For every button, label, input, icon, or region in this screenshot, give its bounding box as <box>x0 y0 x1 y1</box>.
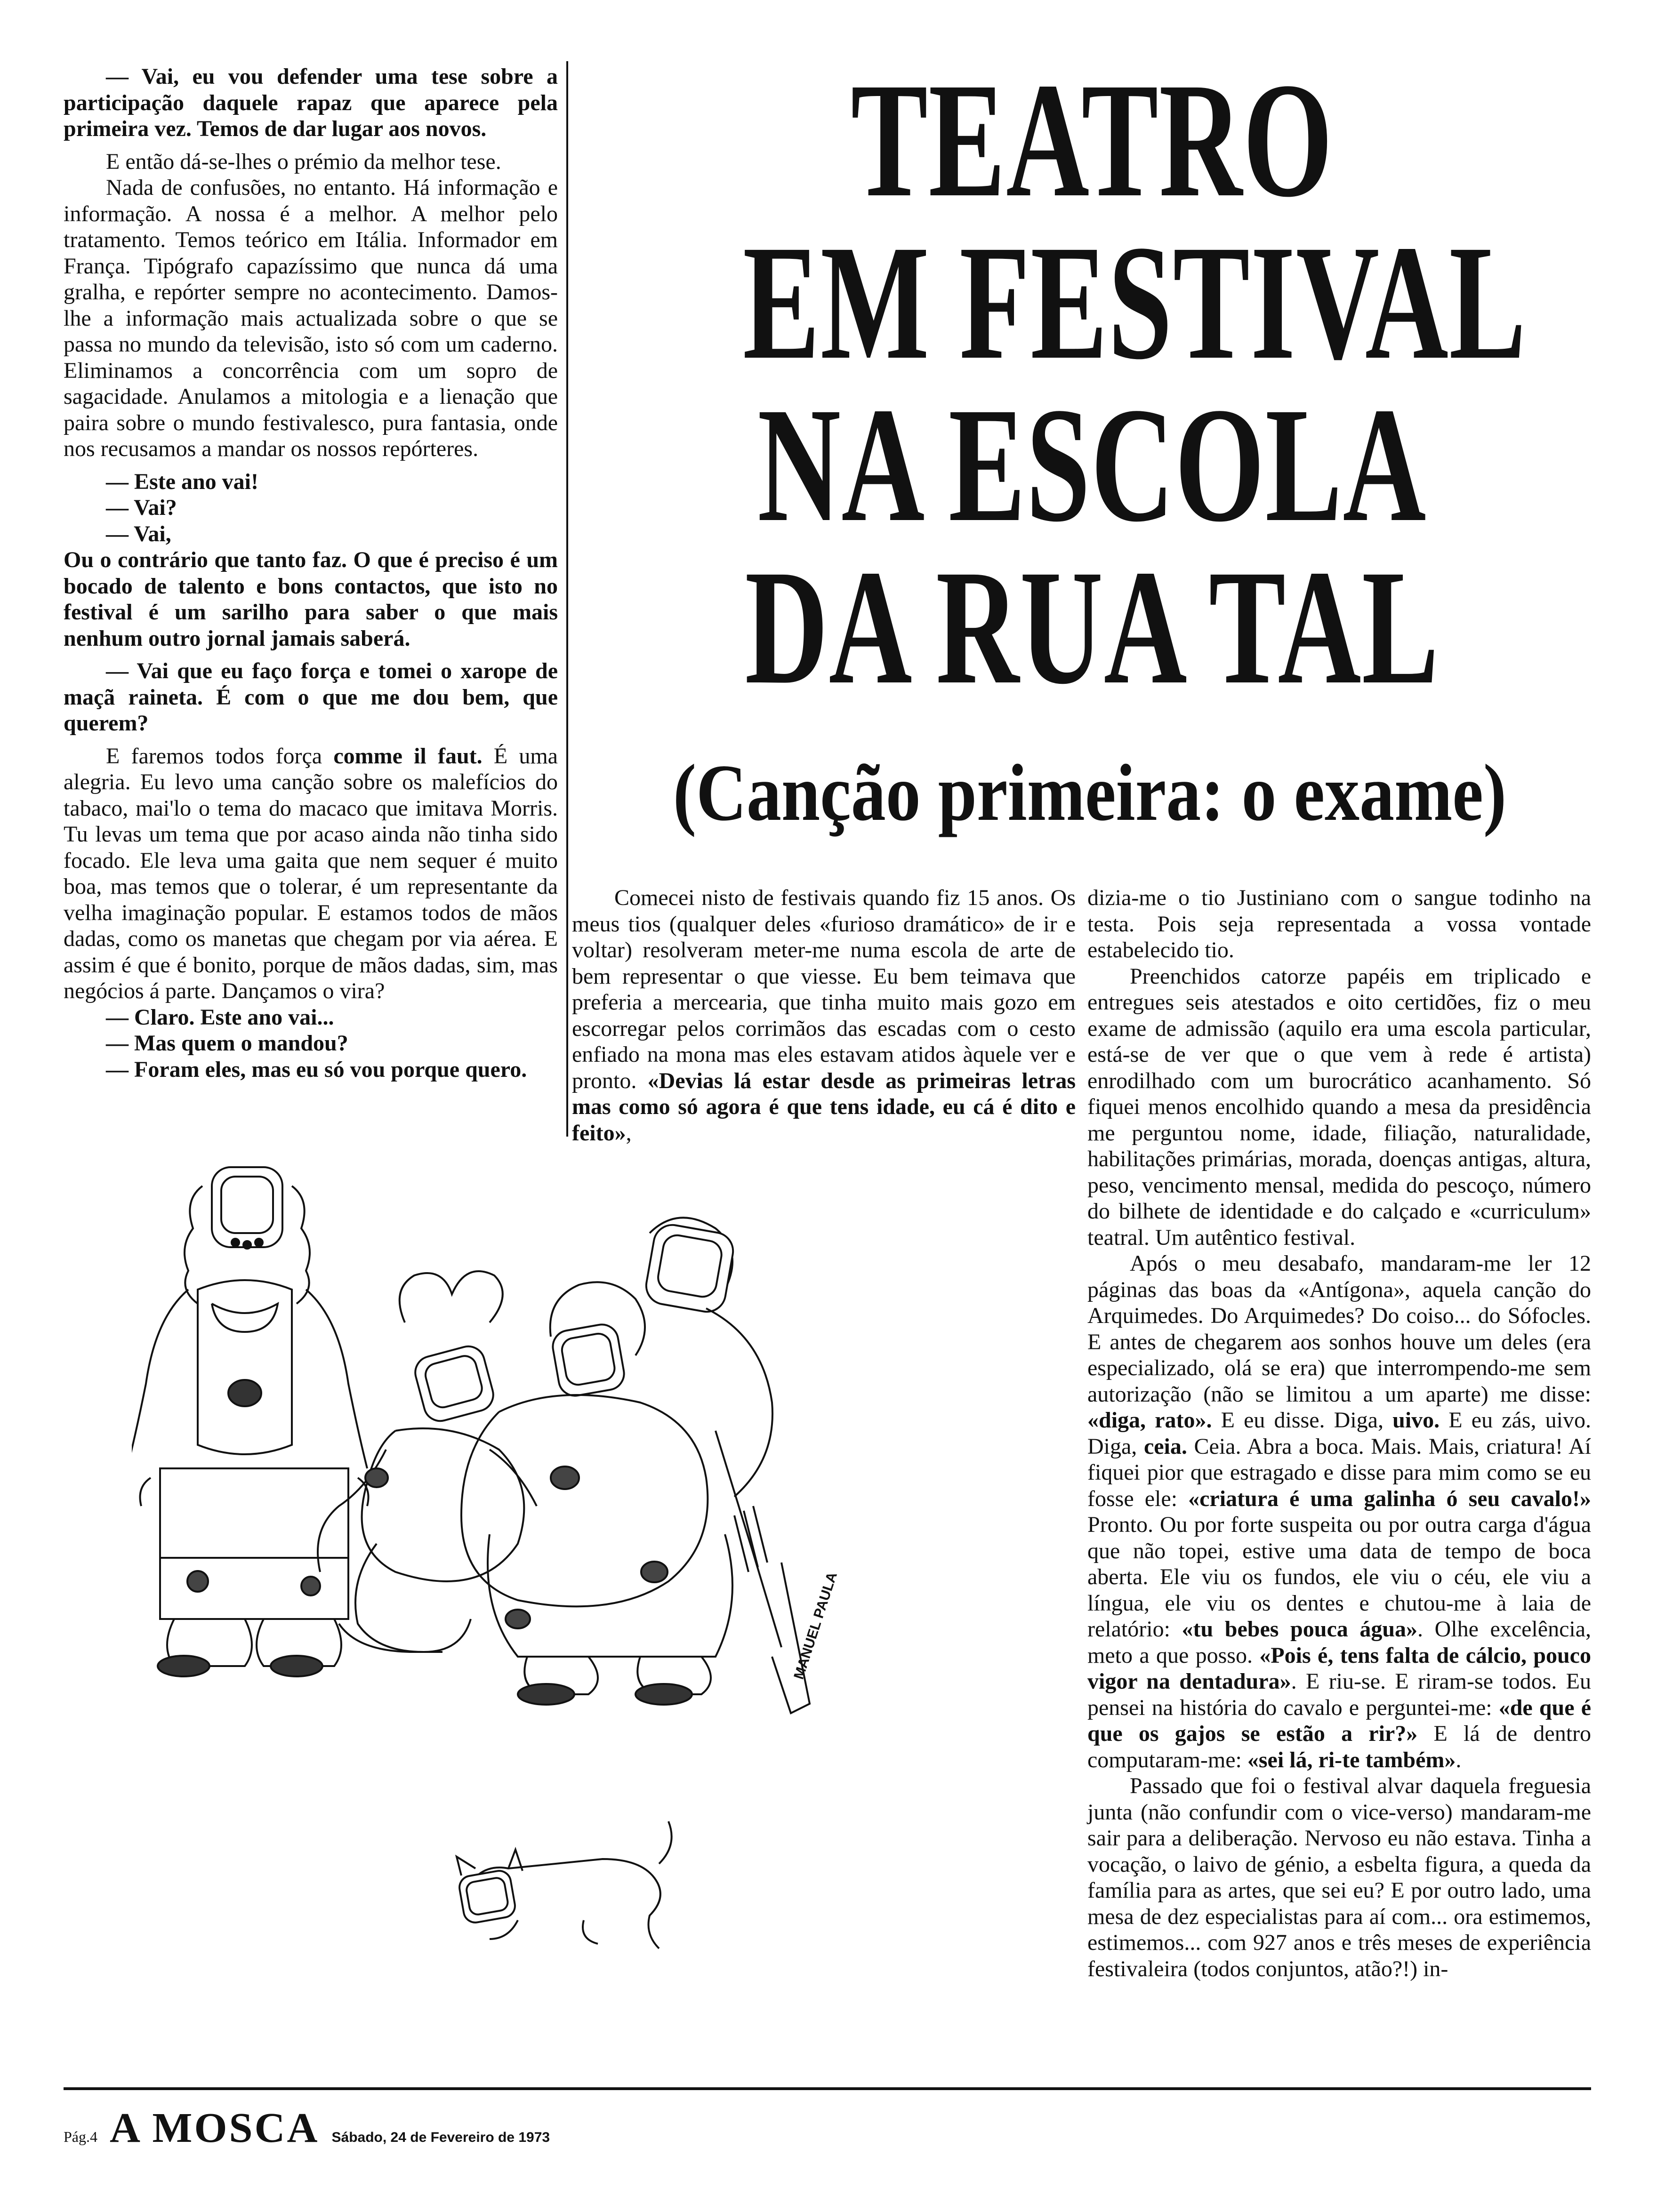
figure-standing-left <box>132 1167 369 1676</box>
text-run-bold: uivo. <box>1392 1408 1440 1433</box>
text-run: Ceia. Abra a boca. Mais. Mais, criatura! Aí fiquei pior que estragado e disse para mim como se eu fosse ele: <box>1087 1434 1591 1511</box>
masthead: A MOSCA <box>110 2105 320 2151</box>
text-run: , <box>626 1120 632 1146</box>
text-run-bold: «Pois é, tens falta de cálcio, pouco vigor na dentadura» <box>1087 1643 1591 1694</box>
text-run: Comecei nisto de festivais quando fiz 15 anos. Os meus tios (qualquer deles «furioso dramático» de ir e voltar) resolveram meter-me numa escola de arte de bem representar o que viesse. Eu bem teimava que preferia a mercearia, que tinha muito mais gozo em escorregar pelos corrimãos das escadas com o cesto enfiado na mona mas eles estavam atidos àquele ver e pronto. <box>572 885 1076 1093</box>
dialogue-line: — Claro. Este ano vai... <box>106 1004 334 1030</box>
paragraph: Preenchidos catorze papéis em triplicado e entregues seis atestados e oito certidões, fiz o meu exame de admissão (aquilo era uma escola particular, está-se de ver que o que vem à rede é artista) enrodilhado com um burocrático acanhamento. Só fiquei menos encolhido quando a mesa da presidência me perguntou nome, idade, filiação, naturalidade, habilitações primárias, morada, doenças antigas, altura, peso, vencimento mensal, medida do pescoço, número do bilhete de identidade e do calçado e «curriculum» teatral. Um autêntico festival. <box>1087 963 1591 1250</box>
text-run: . E riu-se. E riram-se todos. Eu pensei na história do cavalo e perguntei-me: <box>1087 1669 1591 1720</box>
paragraph <box>64 743 558 1004</box>
text-run-bold: «criatura é uma galinha ó seu cavalo!» <box>1188 1486 1591 1511</box>
text-run: E lá de dentro computaram-me: <box>1087 1721 1592 1772</box>
cat-figure <box>457 1821 672 1948</box>
text-run-bold: comme il faut. <box>333 743 483 769</box>
cartoon-illustration <box>132 1148 1064 2080</box>
footer <box>64 2104 550 2151</box>
column-middle <box>572 885 1076 1146</box>
text-run: Após o meu desabafo, mandaram-me ler 12 páginas das boas da «Antígona», aquela canção do Arquimedes. Do Arquimedes? Do coiso... do Sófocles. E antes de chegarem aos sonhos houve um deles (era especializado, olá se era) que interrompendo-me sem autorização (não se limitou a um aparte) me disse: <box>1087 1251 1591 1407</box>
dialogue-line: — Foram eles, mas eu só vou porque quero. <box>106 1057 527 1082</box>
paragraph: Ou o contrário que tanto faz. O que é preciso é um bocado de talento e bons contactos, que isto no festival é um sarilho para saber o que mais nenhum outro jornal jamais saberá. <box>64 547 558 651</box>
illustrator-signature: MANUEL PAULA <box>791 1570 840 1682</box>
dialogue-line: — Vai? <box>106 495 177 520</box>
text-run: Pronto. Ou por forte suspeita ou por outra carga d'água que não topei, estive uma data de tempo de boca aberta. Ele viu os fundos, ele viu o céu, ele viu a língua, ele viu os dentes e chutou-me à laia de relatório: <box>1087 1512 1591 1642</box>
dialogue-line: — Mas quem o mandou? <box>106 1031 348 1056</box>
issue-date: Sábado, 24 de Fevereiro de 1973 <box>331 2130 550 2145</box>
paragraph: — Vai que eu faço força e tomei o xarope de maçã raineta. É com o que me dou bem, que querem? <box>64 658 558 736</box>
paragraph: Nada de confusões, no entanto. Há informação e informação. A nossa é a melhor. A melhor pelo tratamento. Temos teórico em Itália. Informador em França. Tipógrafo capazíssimo que nunca dá uma gralha, e repórter sempre no acontecimento. Damos-lhe a informação mais actualizada sobre o que se passa no mundo da televisão, isto só com um caderno. Eliminamos a concorrência com um sopro de sagacidade. Anulamos a mitologia e a lienação que paira sobre o mundo festivalesco, pura fantasia, onde nos recusamos a mandar os nossos repórteres. <box>64 175 558 461</box>
text-run-bold: «diga, rato». <box>1087 1408 1212 1433</box>
text-run: E eu zás, uivo. Diga, <box>1087 1408 1591 1459</box>
dialogue-line: — Vai, <box>106 521 171 546</box>
headline-line: NA ESCOLA <box>757 373 1427 556</box>
text-run-bold: ceia. <box>1143 1434 1187 1459</box>
column-left <box>64 64 558 1082</box>
headline <box>593 48 1591 718</box>
paragraph: — Vai, eu vou defender uma tese sobre a participação daquele rapaz que aparece pela primeira vez. Temos de dar lugar aos novos. <box>64 64 558 141</box>
headline-line: DA RUA TAL <box>745 536 1440 718</box>
paragraph: E então dá-se-lhes o prémio da melhor tese. <box>106 149 501 174</box>
text-run: É uma alegria. Eu levo uma canção sobre os malefícios do tabaco, mai'lo o tema do macaco que imitava Morris. Tu levas um tema que por acaso ainda não tinha sido focado. Ele leva uma gaita que nem sequer é muito boa, mas temos que o tolerar, é um representante da velha imaginação popular. E estamos todos de mãos dadas, como os manetas que chegam por via aérea. E assim é que é bonito, porque de mãos dadas, sim, mas negócios á parte. Dançamos o vira? <box>64 743 558 1003</box>
paragraph <box>572 885 1076 1146</box>
column-divider <box>566 61 568 1137</box>
headline-line: TEATRO <box>851 48 1334 231</box>
headline-line: EM FESTIVAL <box>743 211 1527 393</box>
dialogue-line: — Este ano vai! <box>106 469 258 494</box>
text-run: . Olhe excelência, meto a que posso. <box>1087 1617 1592 1668</box>
text-run-bold: «sei lá, ri-te também» <box>1247 1747 1456 1772</box>
subheadline: (Canção primeira: o exame) <box>673 748 1507 838</box>
paragraph: dizia-me o tio Justiniano com o sangue todinho na testa. Pois seja representada a vossa vontade estabelecido tio. <box>1087 885 1591 962</box>
footer-rule <box>64 2087 1591 2090</box>
paragraph: Passado que foi o festival alvar daquela freguesia junta (não confundir com o vice-verso) mandaram-me sair para a deliberação. Nervoso eu não estava. Tinha a vocação, o laivo de génio, a esbelta figura, a queda da família para as artes, que sei eu? E por outro lado, uma mesa de dez especialistas para aí com... ora estimemos, estimemos... com 927 anos e três meses de experiência festivaleira (todos conjuntos, atão?!) in- <box>1087 1773 1591 1981</box>
text-run-bold: «de que é que os gajos se estão a rir?» <box>1087 1695 1591 1746</box>
paragraph <box>1087 1250 1591 1773</box>
figure-seated-right <box>461 1218 810 1713</box>
column-right <box>1087 885 1591 1982</box>
text-run-bold: «tu bebes pouca água» <box>1182 1617 1418 1642</box>
text-run-bold: «Devias lá estar desde as primeiras letras mas como só agora é que tens idade, eu cá é dito e feito» <box>572 1068 1076 1146</box>
page-number: Pág.4 <box>64 2128 97 2145</box>
text-run: E faremos todos força <box>106 743 334 769</box>
text-run: . <box>1456 1747 1462 1772</box>
text-run: E eu disse. Diga, <box>1212 1408 1393 1433</box>
